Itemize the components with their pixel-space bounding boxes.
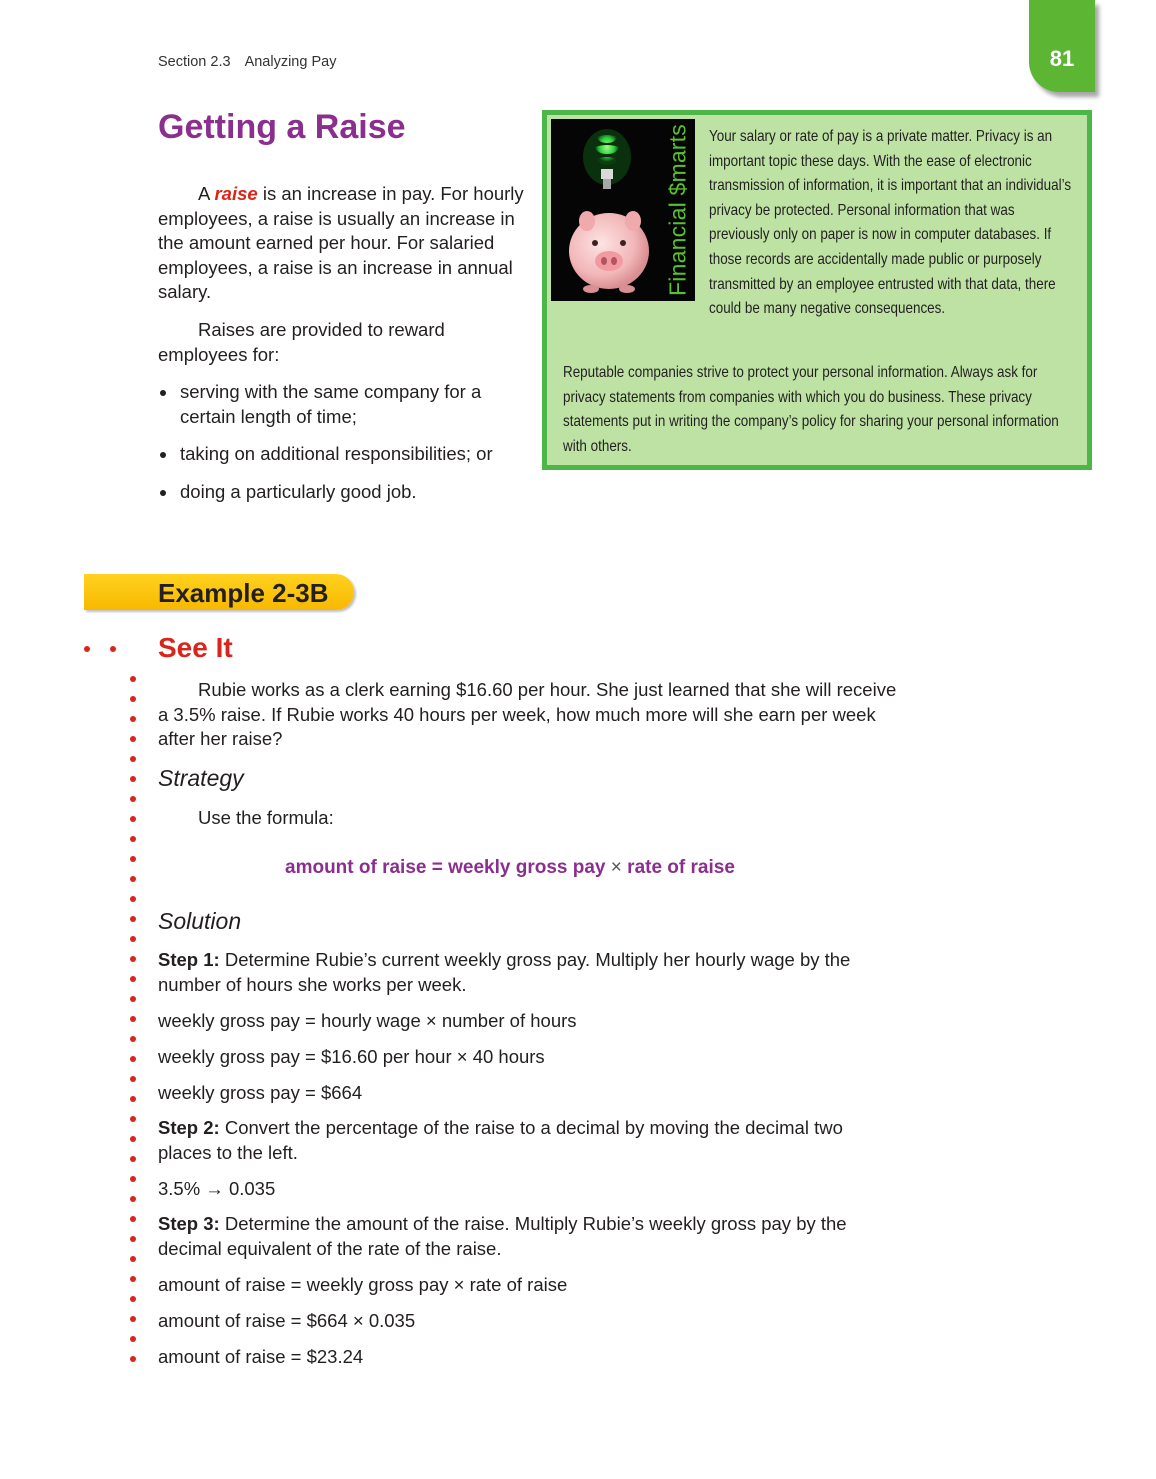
- section-heading: Getting a Raise: [158, 108, 406, 146]
- raise-formula: amount of raise = weekly gross pay × rate of raise: [285, 857, 735, 878]
- step-2-label: Step 2:: [158, 1117, 220, 1138]
- dot: [130, 1116, 136, 1122]
- dot: [130, 856, 136, 862]
- dot: [130, 696, 136, 702]
- page-number: 81: [1049, 46, 1075, 71]
- page-number-tab: [1029, 0, 1095, 92]
- list-item: taking on additional responsibilities; or: [158, 442, 533, 467]
- bullet-icon: [160, 390, 166, 396]
- strategy-text: Use the formula:: [198, 807, 334, 828]
- list-item: serving with the same company for a certain length of time;: [158, 380, 533, 429]
- dot: [130, 716, 136, 722]
- step-2-text: Step 2: Convert the percentage of the raise to a decimal by moving the decimal two places to the left.: [158, 1117, 843, 1163]
- list-item: doing a particularly good job.: [158, 480, 533, 505]
- intro-paragraph-2: Raises are provided to reward employees for:: [158, 318, 445, 365]
- step-3-line: amount of raise = $664 × 0.035: [158, 1310, 416, 1331]
- dot: [130, 1196, 136, 1202]
- dot: [130, 1276, 136, 1282]
- dot: [130, 996, 136, 1002]
- step-1-label: Step 1:: [158, 949, 220, 970]
- strategy-heading: Strategy: [158, 765, 244, 791]
- bullet-icon: [160, 452, 166, 458]
- dot: [130, 1316, 136, 1322]
- step-2-line: 3.5% → 0.035: [158, 1178, 276, 1199]
- dot: [130, 676, 136, 682]
- dot: [130, 1216, 136, 1222]
- dot: [130, 1236, 136, 1242]
- dot: [130, 896, 136, 902]
- financial-smarts-paragraph-2: Reputable companies strive to protect your personal information. Always ask for privacy statements from companies with which you do business. These privacy statements put in writing the company’s policy for sharing your personal information with others.: [563, 364, 1059, 455]
- step-3-text: Step 3: Determine the amount of the raise. Multiply Rubie’s weekly gross pay by the decimal equivalent of the rate of the raise.: [158, 1213, 847, 1259]
- step-1-line: weekly gross pay = $16.60 per hour × 40 hours: [158, 1046, 545, 1067]
- dot: [130, 1256, 136, 1262]
- step-3-line: amount of raise = weekly gross pay × rate of raise: [158, 1274, 568, 1295]
- example-label: Example 2-3B: [158, 578, 329, 608]
- problem-text: Rubie works as a clerk earning $16.60 per hour. She just learned that she will receive a 3.5% raise. If Rubie works 40 hours per week, how much more will she earn per week after her raise?: [158, 679, 897, 750]
- dot: [130, 1156, 136, 1162]
- section-number: Section 2.3: [158, 54, 231, 70]
- running-header: [158, 54, 336, 70]
- step-1-line: weekly gross pay = hourly wage × number of hours: [158, 1010, 577, 1031]
- section-title: Analyzing Pay: [244, 54, 337, 70]
- step-1-line: weekly gross pay = $664: [158, 1082, 363, 1103]
- step-3-line: amount of raise = $23.24: [158, 1346, 364, 1367]
- dot: [130, 756, 136, 762]
- example-banner: [84, 574, 354, 610]
- dot: [130, 1356, 136, 1362]
- dot: [84, 646, 90, 652]
- dot: [130, 1176, 136, 1182]
- dot: [130, 1056, 136, 1062]
- dot: [130, 1036, 136, 1042]
- dot: [130, 776, 136, 782]
- step-1-text: Step 1: Determine Rubie’s current weekly gross pay. Multiply her hourly wage by the number of hours she works per week.: [158, 949, 851, 995]
- dot: [130, 1336, 136, 1342]
- dot: [130, 736, 136, 742]
- dot: [130, 1016, 136, 1022]
- raise-reasons-list: [158, 380, 533, 504]
- intro-text: [158, 182, 533, 518]
- bullet-icon: [160, 490, 166, 496]
- dot: [130, 836, 136, 842]
- dot: [130, 956, 136, 962]
- intro-paragraph-1: A raise is an increase in pay. For hourly employees, a raise is usually an increase in the amount earned per hour. For salaried employees, a raise is an increase in annual salary.: [158, 183, 524, 303]
- dot: [130, 976, 136, 982]
- solution-heading: Solution: [158, 908, 242, 934]
- financial-smarts-image: [551, 119, 695, 301]
- financial-smarts-paragraph-1: Your salary or rate of pay is a private matter. Privacy is an important topic these days. With the ease of electronic transmission of information, it is important that an individual’s privacy be protected. Personal information that was previously only on paper is now in computer databases. If those records are accidentally made public or purposely transmitted by an employee entrusted with that data, there could be many negative consequences.: [709, 128, 1072, 318]
- see-it-heading: See It: [158, 632, 233, 663]
- financial-smarts-label: Financial $marts: [664, 124, 691, 296]
- dot: [130, 1136, 136, 1142]
- dot: [130, 876, 136, 882]
- dot: [130, 1296, 136, 1302]
- dot: [130, 796, 136, 802]
- key-term-raise: raise: [214, 183, 258, 204]
- dot: [130, 816, 136, 822]
- dot: [130, 1096, 136, 1102]
- dot: [110, 646, 116, 652]
- dot: [130, 1076, 136, 1082]
- financial-smarts-box: [542, 110, 1092, 470]
- dot: [130, 916, 136, 922]
- dot: [130, 936, 136, 942]
- step-3-label: Step 3:: [158, 1213, 220, 1234]
- dotted-margin-line: [130, 676, 140, 1376]
